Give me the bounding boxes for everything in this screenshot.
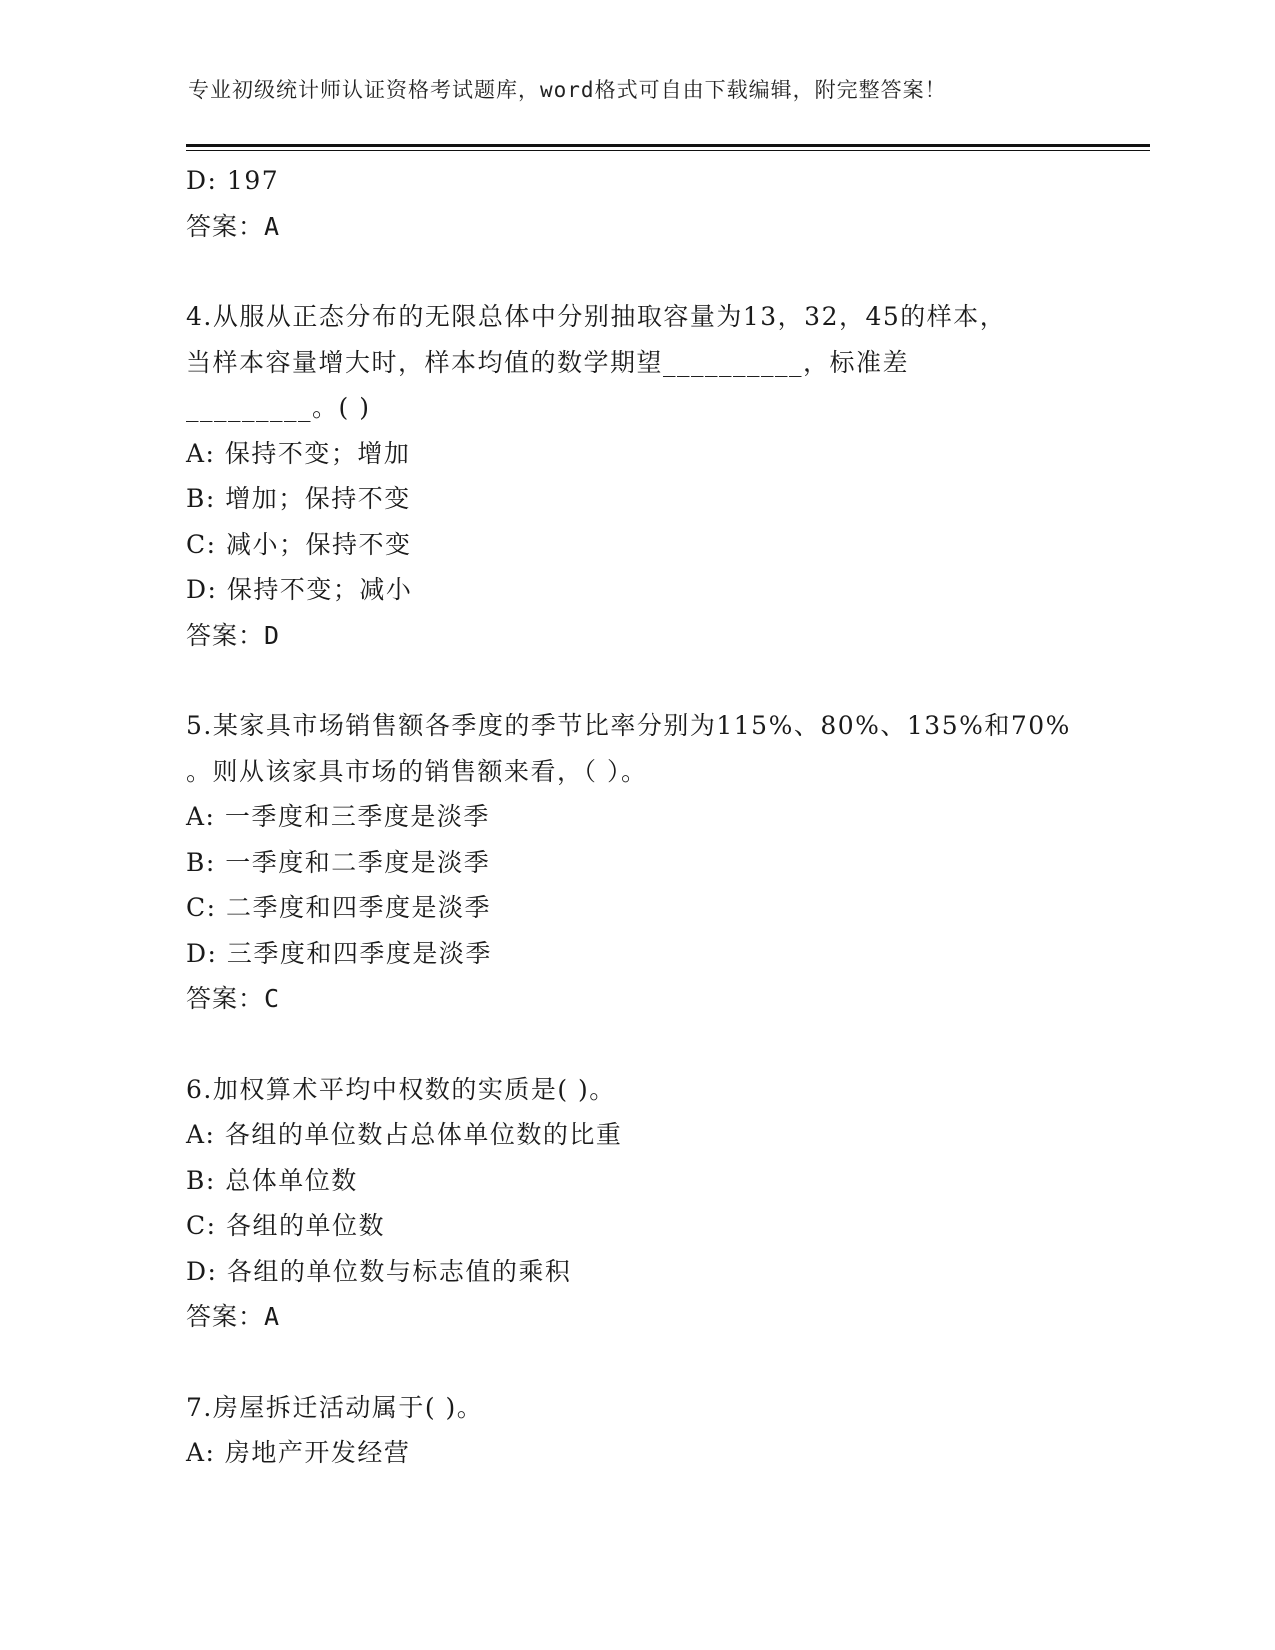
question-text: 6.加权算术平均中权数的实质是( )。	[186, 1074, 616, 1104]
option-line: C: 各组的单位数	[186, 1211, 385, 1240]
question-text: 4.从服从正态分布的无限总体中分别抽取容量为13，32，45的样本，	[186, 302, 1007, 331]
answer-line: 答案：A	[186, 1302, 281, 1331]
question-block	[186, 703, 1146, 1022]
question-text: 5.某家具市场销售额各季度的季节比率分别为115%、80%、135%和70%	[186, 711, 1071, 740]
page-header: 专业初级统计师认证资格考试题库，word格式可自由下载编辑，附完整答案！	[188, 78, 947, 102]
answer-line: 答案：C	[186, 984, 281, 1013]
option-line: A: 房地产开发经营	[186, 1438, 411, 1467]
answer-line: 答案：A	[186, 211, 281, 241]
question-block	[186, 1385, 1146, 1476]
question-text: 当样本容量增大时，样本均值的数学期望__________，标准差	[186, 347, 910, 377]
question-content	[186, 158, 1146, 1476]
question-text: _________。( )	[186, 393, 371, 422]
option-line: A: 各组的单位数占总体单位数的比重	[186, 1120, 623, 1149]
answer-line: 答案：D	[186, 620, 281, 650]
question-block	[186, 294, 1146, 658]
option-line: C: 二季度和四季度是淡季	[186, 893, 491, 922]
option-line: D: 各组的单位数与标志值的乘积	[186, 1256, 572, 1286]
option-line: B: 总体单位数	[186, 1165, 358, 1195]
option-line: D: 三季度和四季度是淡季	[186, 938, 492, 968]
header-rule-thick	[186, 144, 1150, 147]
option-line: B: 一季度和二季度是淡季	[186, 847, 491, 877]
question-text: 7.房屋拆迁活动属于( )。	[186, 1392, 484, 1422]
option-line: A: 保持不变；增加	[186, 438, 411, 468]
option-line: D: 保持不变；减小	[186, 575, 413, 604]
option-line: D: 197	[186, 166, 280, 195]
header-rule-thin	[186, 150, 1150, 151]
question-text: 。则从该家具市场的销售额来看，（ ）。	[186, 756, 648, 786]
option-line: A: 一季度和三季度是淡季	[186, 802, 490, 831]
option-line: B: 增加；保持不变	[186, 484, 411, 513]
question-block	[186, 1067, 1146, 1340]
option-line: C: 减小；保持不变	[186, 529, 412, 559]
